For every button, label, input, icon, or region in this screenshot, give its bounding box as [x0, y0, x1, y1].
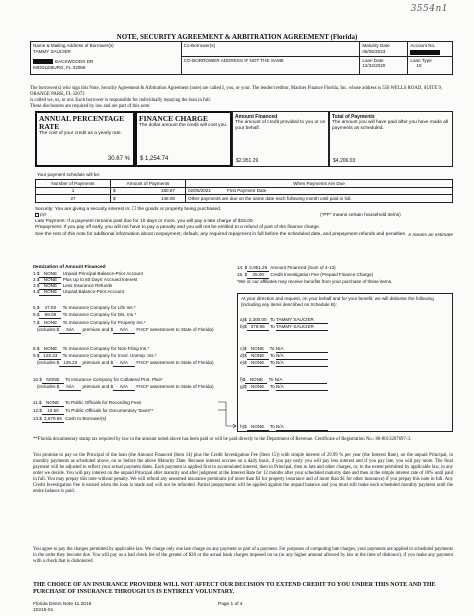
item-line-14: 14. $ 2,951.29 Amount Financed (Sum of 4-13) — [237, 265, 336, 270]
item-line-4: 4.$ NONE Unpaid Balance-Prior Account — [33, 289, 124, 294]
pp-label: PP — [40, 213, 47, 219]
account-cell — [408, 42, 453, 57]
maturity-label: Maturity Date — [362, 43, 390, 48]
schedule-cell-due: Other payments are due on the same date each following month until paid in full. — [186, 195, 453, 203]
maturity-cell — [360, 42, 408, 57]
item-9-includes: (includes $ 125.23 premium and $ N/A FHCF assessment to State of Florida) — [37, 360, 214, 365]
coborrower-address-label: CO-BORROWER ADDRESS IF NOT THE SAME — [183, 57, 284, 63]
loan-date-value: 12/22/2020 — [362, 63, 386, 69]
pp-definition: ("PP" means certain household items) — [320, 212, 401, 218]
loan-type-value: 10 — [416, 63, 422, 69]
intro-paragraph — [30, 86, 453, 110]
doc-tax-note: **Florida documentary stamp tax required by law in the amount noted above has been paid or will be paid directly to the Department of Revenue. Certificate of Registration No.: 80-8013207697-3. — [33, 437, 412, 442]
item-line-9: 9.$ 125.23 To Insurance Company for Invol. Unemp. Ins.* — [33, 353, 157, 358]
item-line-5: 5.$ 47.50 To Insurance Company for Life Ins.* — [33, 305, 136, 310]
itemization-title: Itemization of Amount Financed — [33, 265, 106, 270]
schedule-cell-amount: $ 180.87 — [111, 187, 186, 195]
borrower-street: BACKWOODS DR — [33, 59, 179, 65]
finance-charge-desc: The dollar amount the credit will cost you. — [139, 122, 228, 128]
header-table — [30, 41, 453, 75]
loan-type-label: Loan Type — [410, 57, 432, 63]
item-line-7: 7.$ NONE To Insurance Company for Property Ins.* — [33, 320, 146, 325]
total-payments-title: Total of Payments — [332, 114, 375, 120]
late-payment-text: Late Payment: If a payment remains past due for 10 days or more, you will pay a late charge of $15.00. — [35, 218, 254, 224]
apr-desc: The cost of your credit as a yearly rate. — [39, 130, 122, 136]
total-payments-desc: The amount you will have paid after you have made all payments as scheduled. — [332, 120, 448, 131]
item-line-11: 11.$ NONE To Public Officials for Recording Fees — [33, 400, 142, 405]
pp-line — [35, 213, 453, 219]
schedule-cell-due: 02/05/2021 First Payment Date — [186, 187, 453, 195]
borrower-cell — [31, 42, 182, 75]
finance-charge-value: $ 1,254.74 — [140, 155, 169, 162]
total-payments-box — [329, 111, 453, 167]
finance-charge-box — [135, 111, 232, 167]
disbursement-intro: At your direction and request, on your behalf and for your benefit, we will disburse the following (including any items described on Schedule B): — [241, 296, 434, 307]
promise-paragraph: You promise to pay us the Principal of the loan (the Amount Financed (Item 14) plus the Credit Investigation Fee (Item 15)) with simple interest of 29.99 % per year (the Interest Rate), on the unpaid Principal, in monthly payments as scheduled above, on or before the above Maturity Date. Because interest accrues on a daily basis, if you pay early you will pay less interest and if you pay late, you will pay more. The final payment will be adjusted to reflect your actual payment dates. Each payment is applied first to accumulated interest, then to Principal, then to late and other charges, or, to the extent permitted by applicable law, in any order we decide. You will pay interest on the unpaid Principal after maturity and after judgment at the Interest Rate for 12 months after your scheduled maturity date and then at the simple interest rate of 18% until paid in full. You may prepay this note without penalty. We will refund any unearned insurance premiums (of more than $3 for property insurance and of more than $1 for other insurance) if you prepay this note in full. Any Credit Investigation Fee is earned when the loan is made and will not be refunded. Partial prepayments will be applied against the unpaid balance and you must still make each scheduled monthly payment until the entire balance is paid. — [33, 453, 453, 494]
charges-paragraph: You agree to pay the charges permitted by applicable law. We charge only one late charge on any payment or part of a payment. For purposes of computing late charges, your payments are applied to scheduled payments in the order they become due. You will pay us a bad check fee of the greater of $20 or the actual bank charges imposed on us (or any higher amount allowed by law at the time of dishonor), if you make any payment with a check that is dishonored. — [33, 547, 453, 564]
affiliate-note: *We or our affiliates may receive benefits from your purchase of these items. — [237, 279, 393, 284]
item-line-15: 15. $ 25.00 Credit Investigation Fee (Prepaid Finance Charge) — [237, 272, 374, 277]
item-line-2: 2.$ NONE Plus Up to 60 Days' Accrued Interest — [33, 277, 138, 282]
footer-form-code: 10215-01 — [33, 607, 54, 613]
loan-date-label: Loan Date — [362, 57, 384, 63]
coborrower-cell — [181, 42, 360, 57]
item-line-13: 13.$ 2,679.95 Cash to Borrower(s) — [33, 416, 107, 421]
schedule-header-due: When Payments Are Due — [186, 180, 453, 188]
borrower-label: Name & Mailing Address of Borrower(s) — [33, 43, 114, 48]
loan-date-cell — [360, 56, 408, 74]
item-line-12: 12.$ 10.50 To Public Officials for Documentary Taxes** — [33, 408, 154, 413]
item-line-3: 3.$ NONE Less Insurance Refunds — [33, 283, 113, 288]
schedule-cell-amount: $ 149.08 — [111, 195, 186, 203]
footer-form — [33, 602, 91, 614]
insurance-choice-notice: THE CHOICE OF AN INSURANCE PROVIDER WILL NOT AFFECT OUR DECISION TO EXTEND CREDIT TO YOU UNDER THIS NOTE AND THE PURCHASE OF INSURANCE THROUGH US IS ENTIRELY VOLUNTARY. — [33, 582, 436, 595]
disbursement-g: g)$ NONE To N/A — [240, 384, 328, 391]
table-row — [36, 187, 453, 195]
document-title: NOTE, SECURITY AGREEMENT & ARBITRATION AGREEMENT (Florida) — [116, 33, 358, 41]
intro-line-3: These disclosures are required by law and are part of this note: — [30, 103, 151, 109]
total-payments-value: $4,206.03 — [333, 157, 356, 164]
prepayment-text: Prepayment: If you pay off early, you will not have to pay a penalty and you will not be entitled to a refund of part of the finance charge. — [35, 224, 321, 230]
amount-financed-title: Amount Financed — [235, 114, 278, 120]
disbursement-h: h)$ NONE To N/A — [240, 424, 328, 431]
disbursement-f: f)$ NONE To N/A — [240, 377, 327, 384]
handwritten-note: 3554n1 — [410, 4, 448, 14]
terms-block — [35, 207, 453, 239]
disbursement-a: a)$ 2,300.00 To TAMMY SAUCIER — [240, 317, 328, 324]
account-redaction — [410, 50, 440, 55]
finance-charge-title: FINANCE CHARGE — [139, 114, 208, 123]
apr-value: 30.67 % — [107, 155, 130, 162]
bracket-arrow-icon — [216, 400, 238, 430]
footer-form-name: Florida Direct Note 11.2019 — [33, 602, 92, 607]
schedule-header-number: Number of Payments — [36, 180, 111, 188]
item-line-8: 8.$ NONE To Insurance Company for Non-Filing Ins.* — [33, 346, 150, 351]
account-label: Account No. — [410, 43, 436, 48]
item-line-6: 6.$ 88.08 To Insurance Company for Dis. Ins.* — [33, 312, 137, 317]
security-text: Security: You are giving a security interest in: ☐ the goods or property being purchased. — [35, 207, 222, 212]
item-7-includes: (includes $ N/A premium and $ N/A FHCF assessment to State of Florida) — [37, 327, 214, 332]
see-rest-text: See the rest of this note for additional information about nonpayment, default, any required repayment in full before the scheduled date, and prepayment refunds and penalties. — [35, 231, 407, 237]
disbursement-c: c)$ NONE To N/A — [240, 346, 328, 353]
borrower-city: MIDDLEBURG, FL 32068 — [33, 64, 86, 70]
item-line-10: 10.$ NONE To Insurance Company for Collateral Prot. Plan* — [33, 377, 163, 382]
disbursement-e: e)$ NONE To N/A — [240, 360, 328, 367]
intro-line-2: is called we, us, or our. Each borrower is responsible for individually repaying the loan in full. — [30, 97, 211, 103]
table-row — [36, 195, 453, 203]
pp-checkbox — [35, 213, 39, 217]
estimate-note: e means an estimate — [408, 232, 453, 238]
coborrower-label: Co-Borrower(s) — [183, 43, 216, 48]
redaction-block — [33, 59, 53, 64]
coborrower-address-cell — [181, 56, 360, 74]
schedule-cell-number: 27 — [36, 195, 111, 203]
borrower-name: TAMMY SAUCIER — [33, 48, 71, 54]
amount-financed-box — [232, 111, 329, 167]
apr-box — [35, 111, 135, 167]
maturity-value: 05/05/2023 — [362, 48, 386, 54]
schedule-cell-number: 1 — [36, 187, 111, 195]
intro-line-1: The borrower(s) who sign this Note, Security Agreement & Arbitration Agreement (note) are called I, you, or your. The lender/creditor, Mariner Finance Florida, Inc. whose address is 550 WELLS ROAD, SUITE 9, ORANGE PARK, FL 32073 — [30, 86, 443, 97]
truth-in-lending-box — [35, 111, 453, 167]
disbursement-b: b)$ 379.95 To TAMMY SAUCIER — [240, 324, 328, 331]
amount-financed-value: $2,951.29 — [236, 157, 259, 164]
amount-financed-desc: The amount of credit provided to you or on your behalf. — [235, 120, 326, 131]
item-10-includes: (includes $ N/A premium and $ N/A FHCF assessment to State of Florida) — [37, 384, 214, 389]
apr-title: ANNUAL PERCENTAGE RATE — [39, 114, 125, 131]
payment-schedule-table — [35, 179, 453, 203]
footer-page-number: Page 1 of 4 — [218, 602, 243, 607]
disbursement-d: d)$ NONE To N/A — [240, 353, 328, 360]
schedule-header-amount: Amount of Payments — [111, 180, 186, 188]
loan-type-cell — [408, 56, 453, 74]
item-line-1: 1.$ NONE Unpaid Principal Balance-Prior Account — [33, 271, 143, 276]
schedule-caption: Your payment schedule will be: — [37, 172, 101, 177]
